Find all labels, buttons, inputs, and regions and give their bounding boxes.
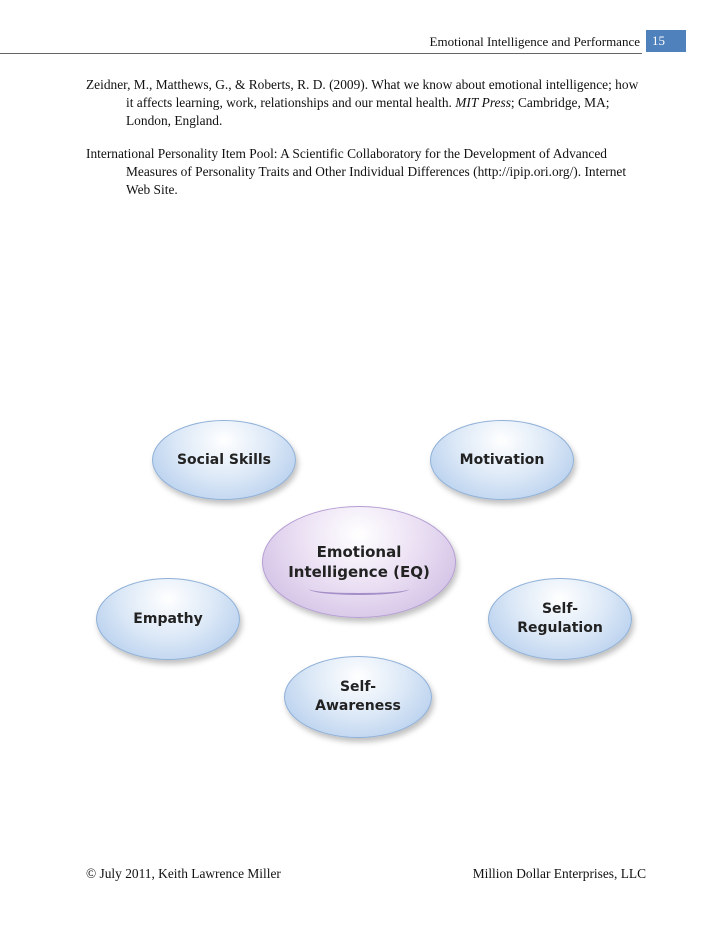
bubble-emotional-intelligence bbox=[262, 506, 456, 618]
bubble-label: Intelligence (EQ) bbox=[288, 563, 430, 581]
page-number: 15 bbox=[646, 30, 686, 52]
reference-italic: Press bbox=[481, 95, 511, 110]
reference-text: Advanced Measures of Personality Traits and Other Individual Differences bbox=[126, 146, 608, 179]
header-title: Emotional Intelligence and Performance bbox=[429, 34, 640, 49]
reference-italic: MIT bbox=[455, 95, 479, 110]
bubble-label: Emotional bbox=[316, 543, 402, 561]
reference-list bbox=[86, 76, 646, 214]
bubble-label: Empathy bbox=[133, 610, 203, 627]
reference-zeidner bbox=[86, 76, 646, 130]
bubble-label: Self- bbox=[541, 601, 579, 617]
reference-ipip bbox=[86, 145, 646, 199]
bubble-label: Awareness bbox=[315, 698, 401, 714]
page-header bbox=[0, 30, 728, 54]
bubble-motivation bbox=[430, 420, 574, 500]
bubble-social-skills bbox=[152, 420, 296, 500]
bubble-label: Self- bbox=[339, 679, 377, 695]
reference-text: International Personality Item Pool: A Scientific Collaboratory for the Development of bbox=[86, 146, 551, 161]
bubble-label: Social Skills bbox=[176, 451, 272, 468]
reference-text: ; Cambridge, MA; London, England. bbox=[126, 95, 610, 128]
reference-text: intelligence; how it affects learning, work, relationships and our mental health. bbox=[126, 77, 639, 110]
bubble-empathy bbox=[96, 578, 240, 660]
header-rule bbox=[0, 53, 642, 54]
bubble-self-regulation bbox=[488, 578, 632, 660]
footer-copyright: © July 2011, Keith Lawrence Miller bbox=[86, 866, 281, 881]
bubble-label: Motivation bbox=[459, 451, 545, 468]
footer-company: Million Dollar Enterprises, LLC bbox=[472, 866, 646, 881]
reference-text: (http://ipip.ori.org/). Internet Web Site. bbox=[126, 164, 627, 197]
swoosh-decoration bbox=[309, 583, 409, 595]
bubble-self-awareness bbox=[284, 656, 432, 738]
reference-text: Zeidner, M., Matthews, G., & Roberts, R. D. (2009). What we know about emotional bbox=[86, 77, 543, 92]
eq-diagram bbox=[0, 400, 728, 760]
bubble-label: Regulation bbox=[517, 620, 603, 636]
